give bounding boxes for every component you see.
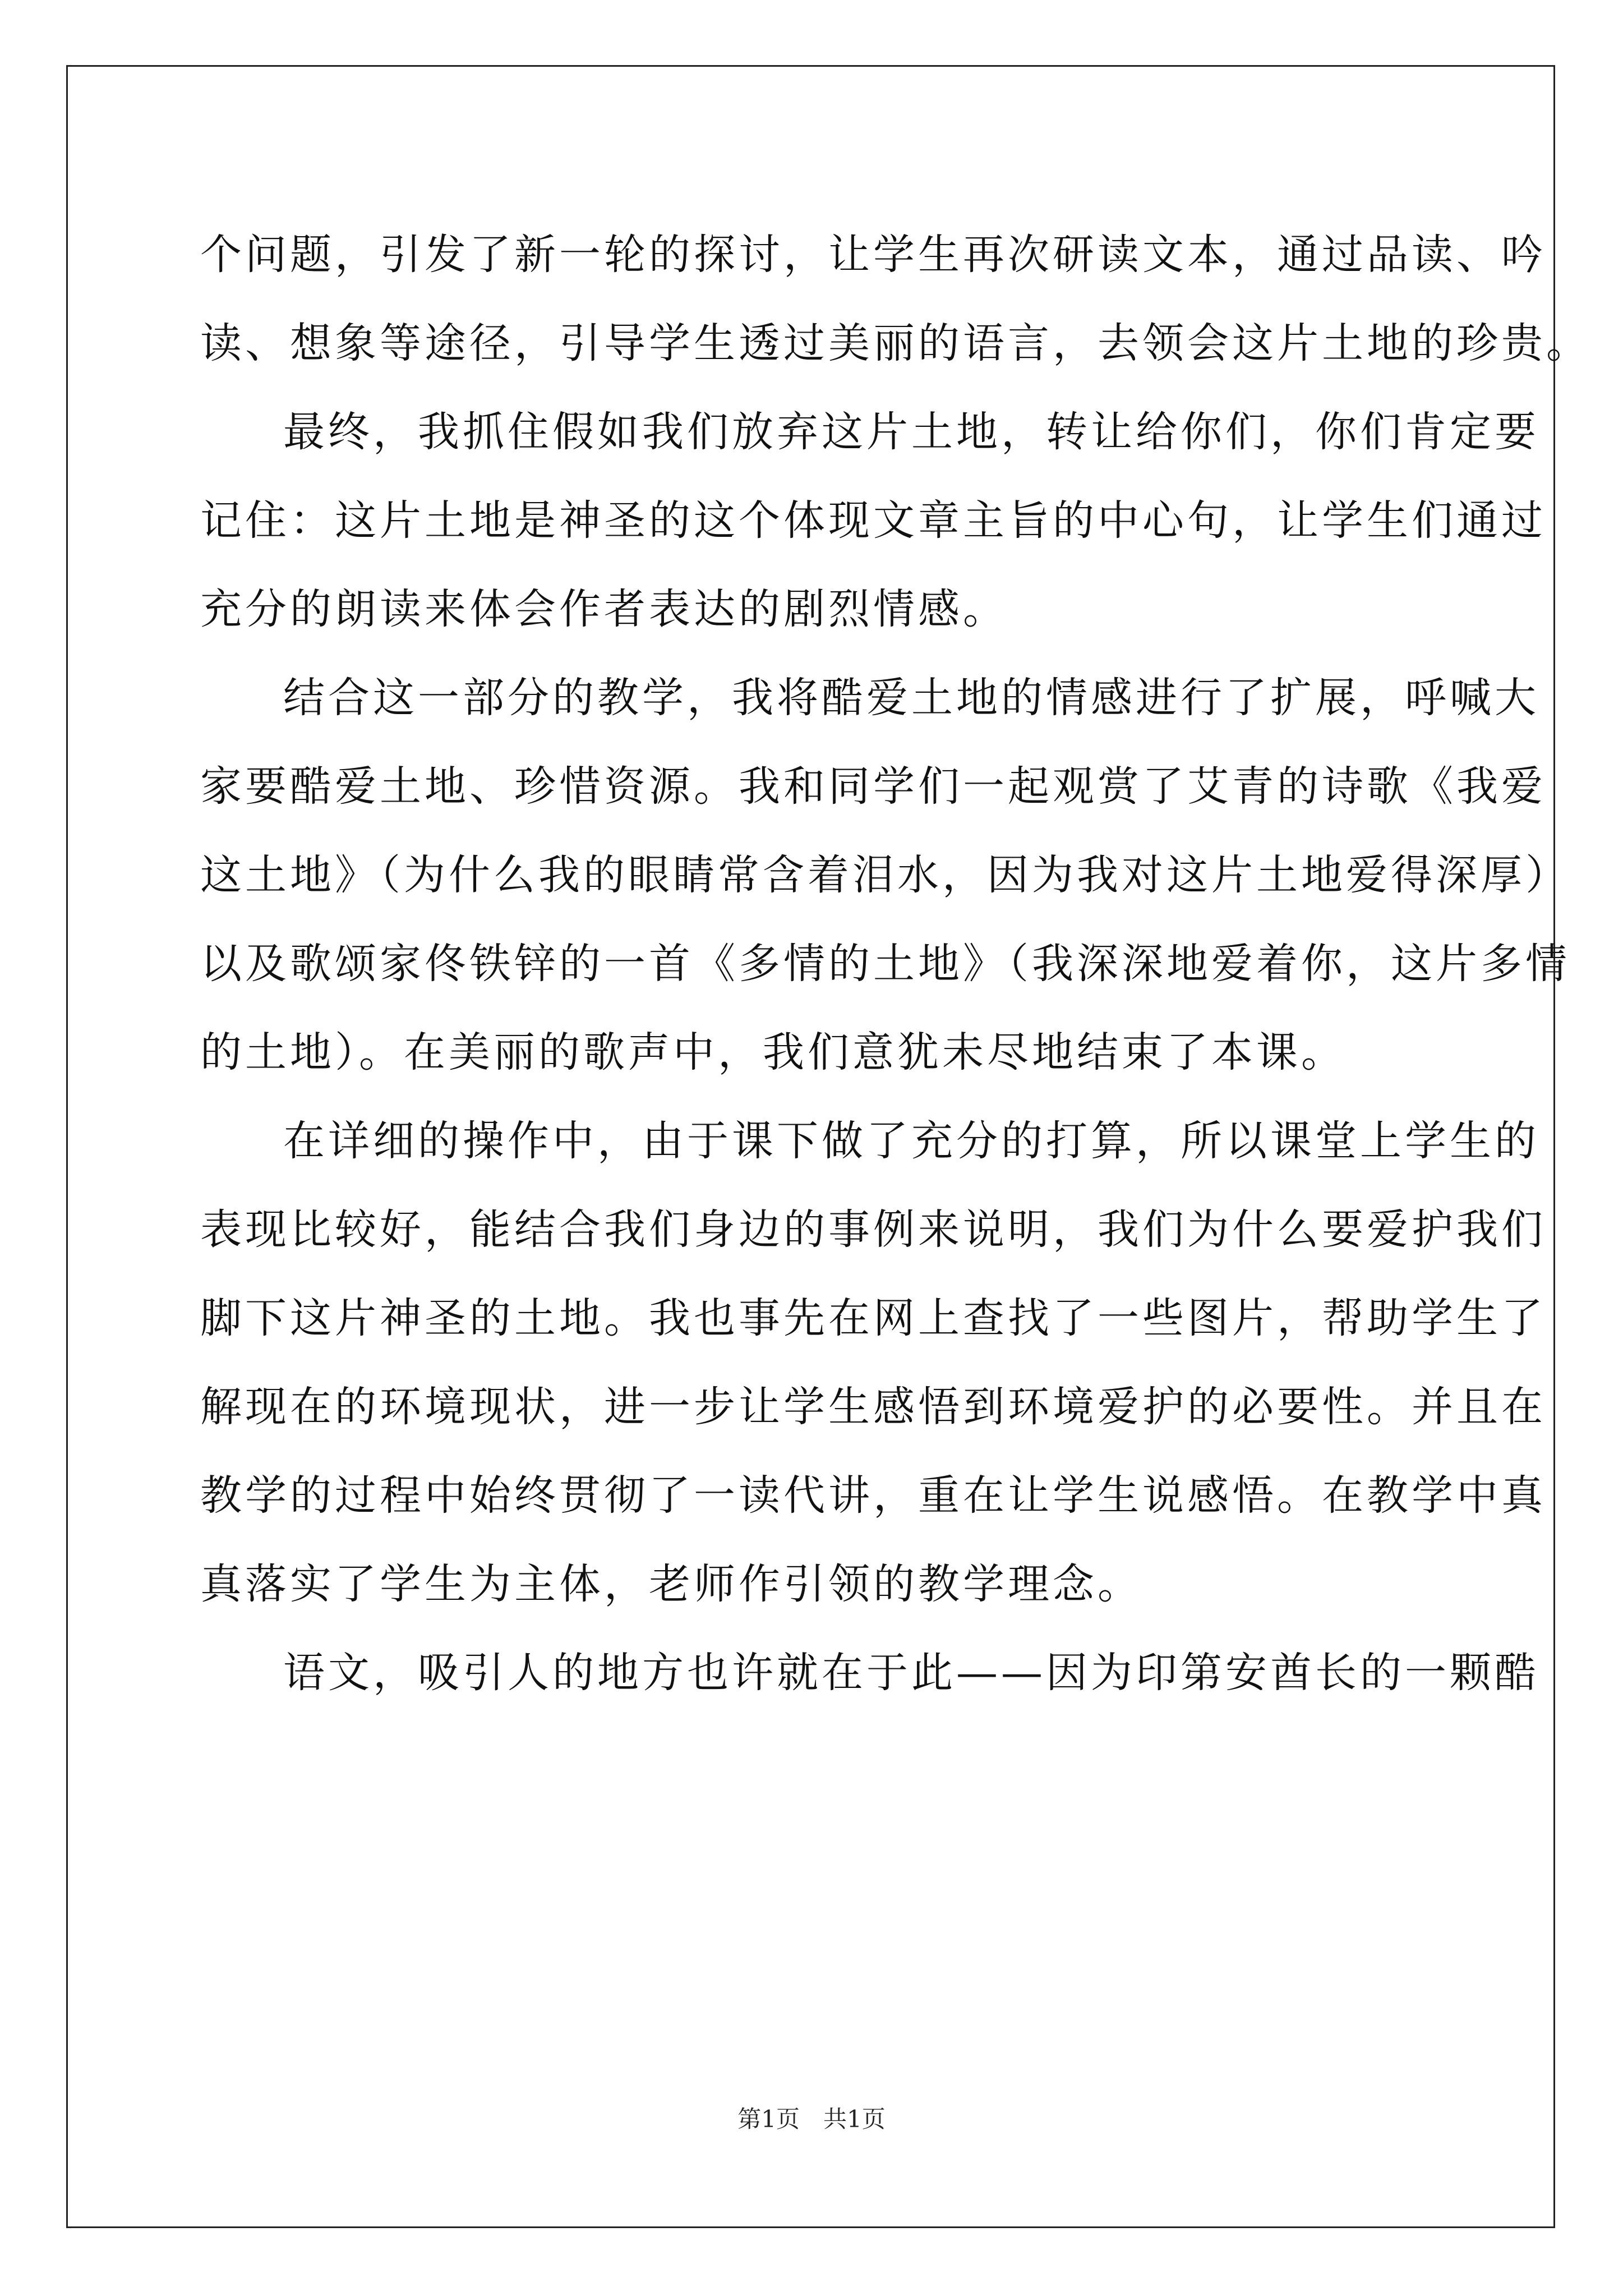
text-line: 真落实了学生为主体，老师作引领的教学理念。 xyxy=(200,1560,1142,1608)
page-number-footer: 第1页 共1页 xyxy=(737,2105,886,2133)
text-line: 的土地）。在美丽的歌声中，我们意犹未尽地结束了本课。 xyxy=(200,1028,1346,1076)
text-line: 解现在的环境现状，进一步让学生感悟到环境爱护的必要性。并且在 xyxy=(200,1383,1546,1431)
text-line: 充分的朗读来体会作者表达的剧烈情感。 xyxy=(200,585,1008,633)
document-body xyxy=(200,210,1591,1717)
text-line: 结合这一部分的教学，我将酷爱土地的情感进行了扩展，呼喊大 xyxy=(283,674,1539,722)
text-line: 教学的过程中始终贯彻了一读代讲，重在让学生说感悟。在教学中真 xyxy=(200,1471,1546,1520)
text-line: 在详细的操作中，由于课下做了充分的打算，所以课堂上学生的 xyxy=(283,1117,1539,1165)
text-line: 读、想象等途径，引导学生透过美丽的语言，去领会这片土地的珍贵。 xyxy=(200,319,1591,367)
text-line: 个问题，引发了新一轮的探讨，让学生再次研读文本，通过品读、吟 xyxy=(200,231,1546,279)
text-line: 最终，我抓住假如我们放弃这片土地，转让给你们，你们肯定要 xyxy=(283,408,1539,456)
text-line: 语文，吸引人的地方也许就在于此——因为印第安酋长的一颗酷 xyxy=(283,1649,1539,1697)
text-line: 家要酷爱土地、珍惜资源。我和同学们一起观赏了艾青的诗歌《我爱 xyxy=(200,762,1546,811)
text-line: 这土地》（为什么我的眼睛常含着泪水，因为我对这片土地爱得深厚） xyxy=(200,851,1570,899)
text-line: 表现比较好，能结合我们身边的事例来说明，我们为什么要爱护我们 xyxy=(200,1205,1546,1254)
text-line: 脚下这片神圣的土地。我也事先在网上查找了一些图片，帮助学生了 xyxy=(200,1294,1546,1342)
text-line: 记住：这片土地是神圣的这个体现文章主旨的中心句，让学生们通过 xyxy=(200,496,1546,545)
text-line: 以及歌颂家佟铁锌的一首《多情的土地》（我深深地爱着你，这片多情 xyxy=(200,940,1570,988)
